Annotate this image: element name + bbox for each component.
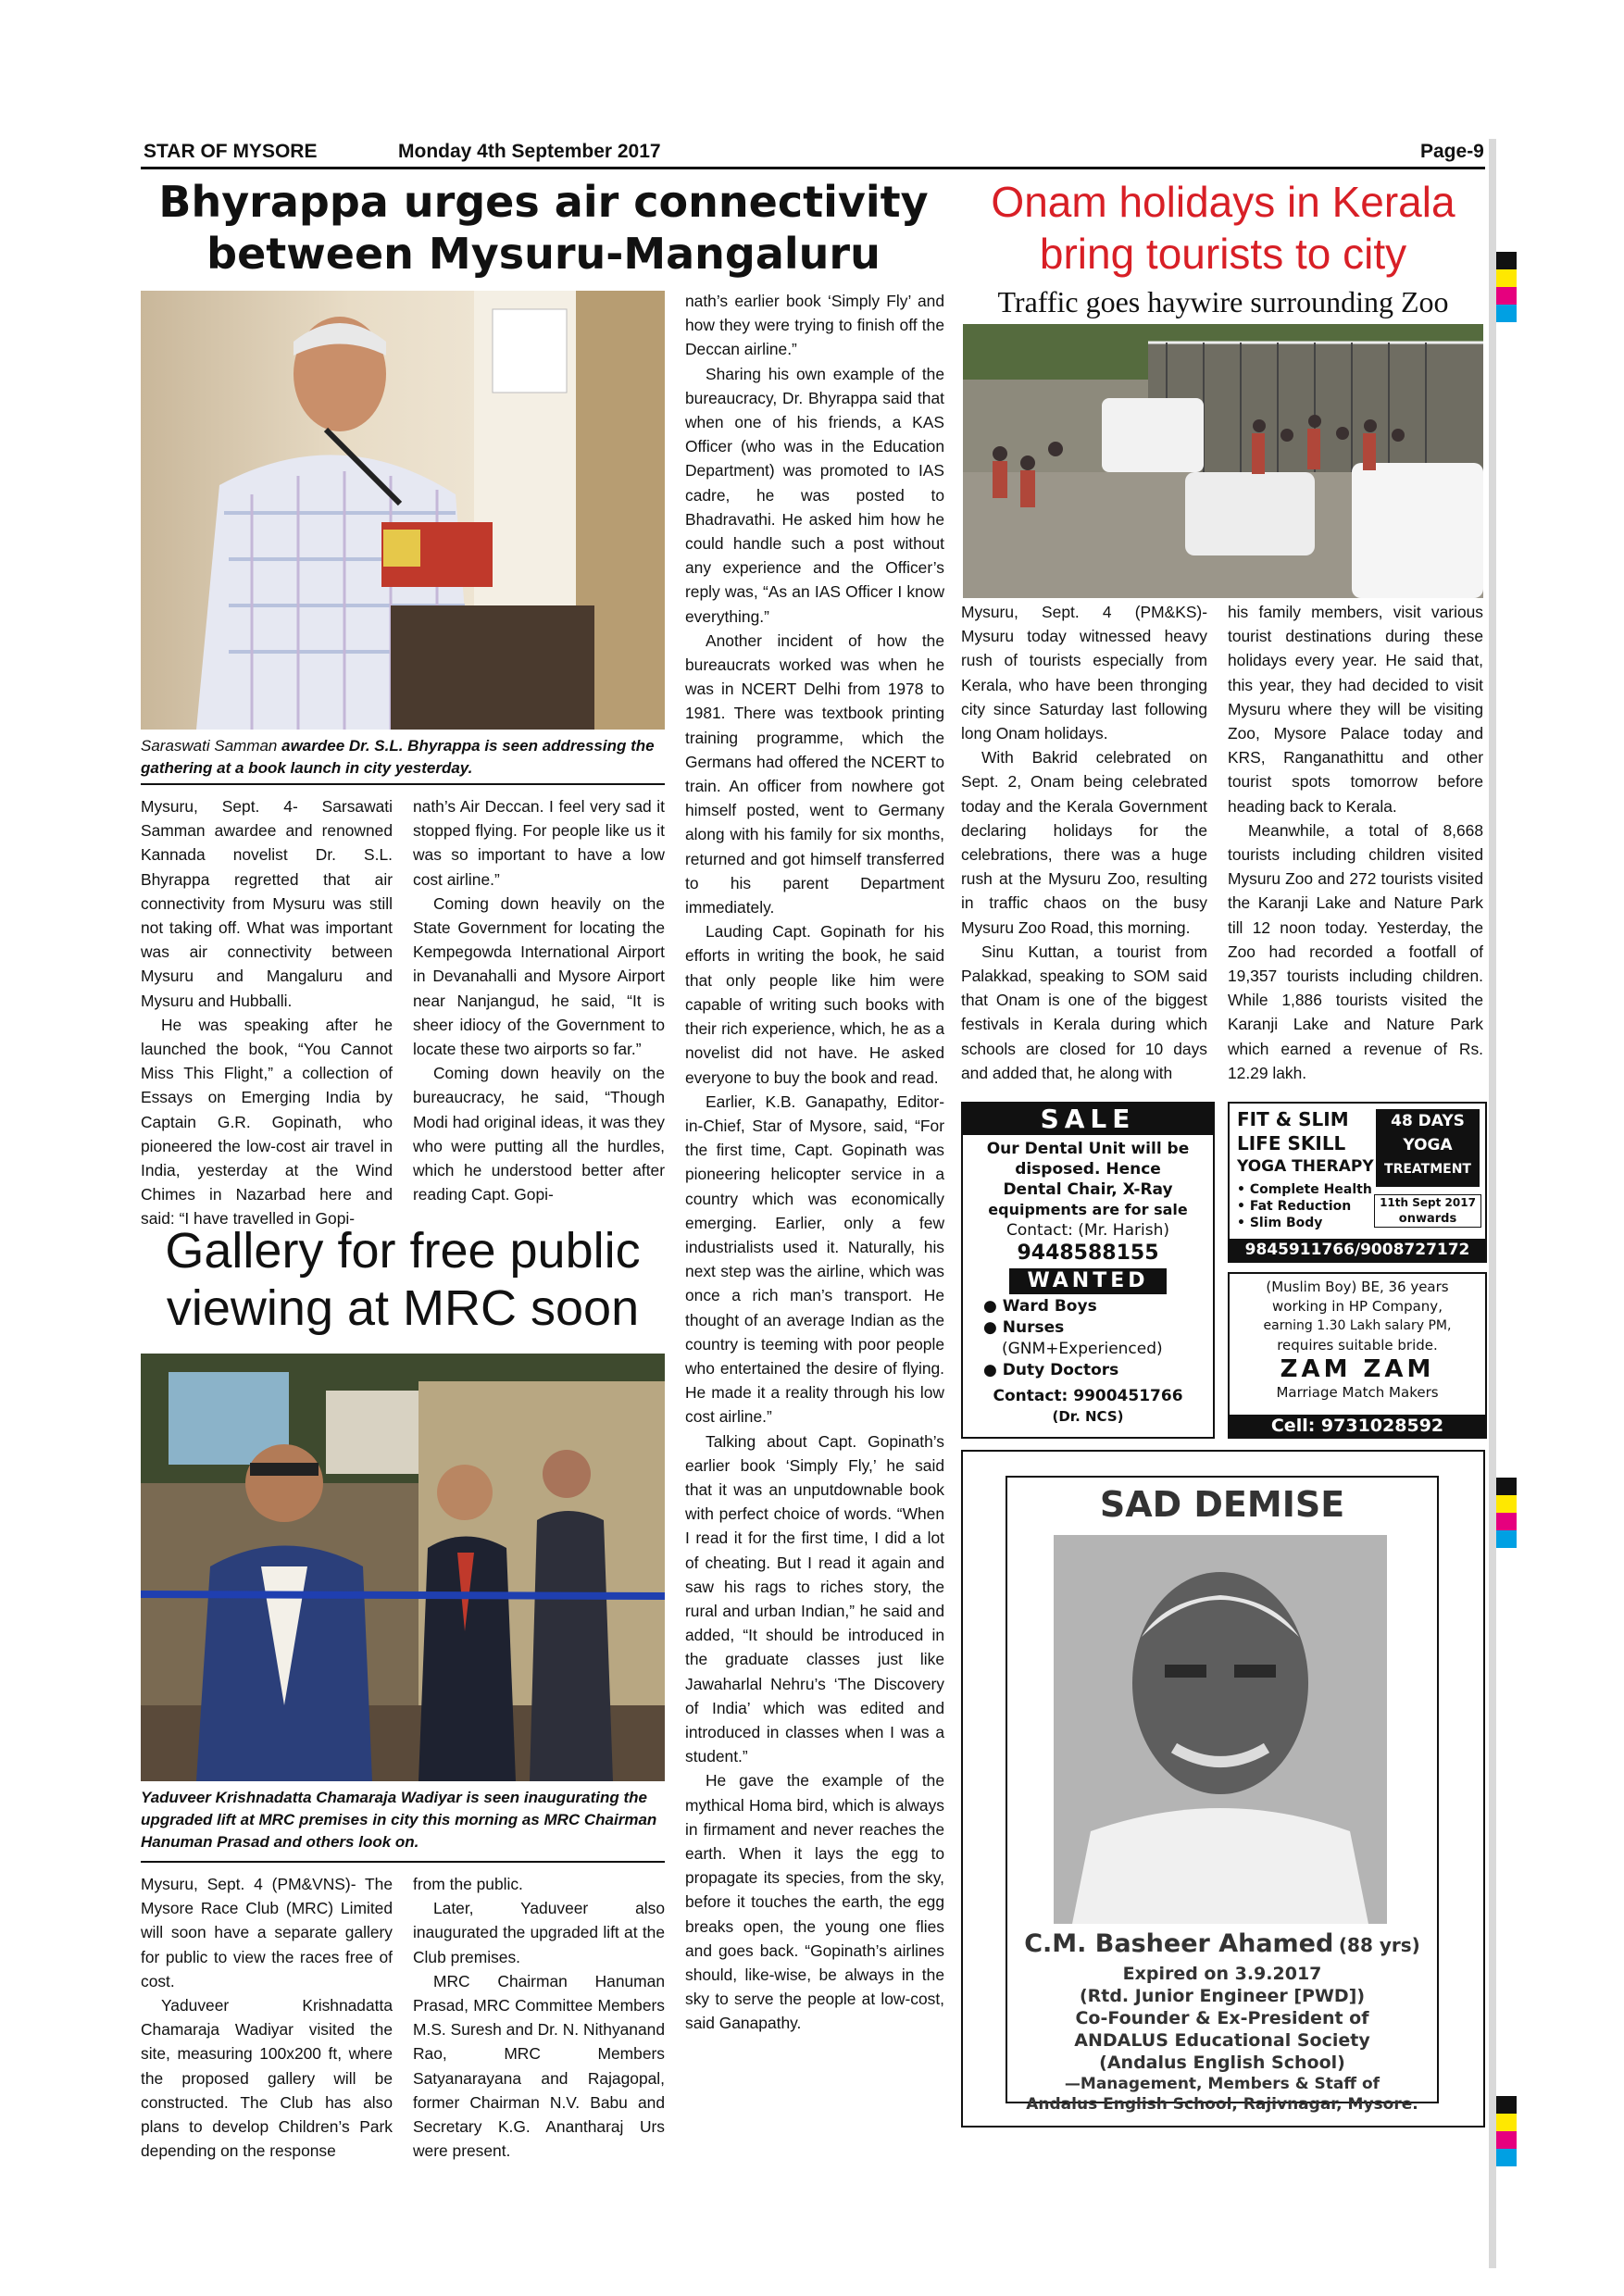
yoga-offer-line: YOGA <box>1403 1136 1453 1154</box>
yoga-offer-box <box>1376 1109 1480 1187</box>
bullet-icon: ● <box>983 1318 1003 1337</box>
wanted-item-label: Duty Doctors <box>1002 1361 1119 1379</box>
caption-award-name: Saraswati Samman <box>141 737 278 755</box>
matri-phone: Cell: 9731028592 <box>1230 1415 1485 1437</box>
bhyrappa-photo-caption <box>141 735 665 780</box>
gallery-headline-line-1: Gallery for free public <box>165 1223 641 1279</box>
obituary-role-line: Co-Founder & Ex-President of <box>1075 2008 1369 2028</box>
paragraph: Mysuru, Sept. 4 (PM&KS)- Mysuru today witnessed heavy rush of tourists especially from Kerala, who have been thronging city since Saturday last following long Onam holidays. <box>961 603 1207 743</box>
caption-underline <box>141 1861 665 1863</box>
paragraph: Yaduveer Krishnadatta Chamaraja Wadiyar visited the site, measuring 100x200 ft, where the proposed gallery will be constructed. The Club has also plans to develop Children’s Park depending on the response <box>141 1996 393 2161</box>
yoga-title-line: FIT & SLIM <box>1237 1108 1349 1130</box>
paragraph: He was speaking after he launched the book, “You Cannot Miss This Flight,” a collection of Essays on Emerging India by Captain G.R. Gopinath, who pioneered the low-cost air travel in India, yesterday at the Wind Chimes in Nazarbad here and said: “I have travelled in Gopi- <box>141 1015 393 1229</box>
yoga-title-line: LIFE SKILL <box>1237 1132 1346 1154</box>
bhyrappa-headline-line-1: Bhyrappa urges air connectivity <box>158 177 929 227</box>
bhyrappa-speaking-photo <box>141 291 665 730</box>
bullet-icon: ● <box>983 1361 1003 1379</box>
obituary-expired-date: Expired on 3.9.2017 <box>1122 1964 1322 1984</box>
paragraph: nath’s Air Deccan. I feel very sad it stopped flying. For people like us it was so important to have a low cost airline.” <box>413 797 665 889</box>
obituary-from <box>1007 2074 1437 2115</box>
deceased-age: (88 yrs) <box>1338 1934 1420 1956</box>
deceased-portrait-photo <box>1054 1535 1387 1924</box>
color-registration-bar <box>1494 2096 1517 2166</box>
deceased-name: C.M. Basheer Ahamed <box>1024 1929 1334 1958</box>
yoga-offer-line: 48 DAYS <box>1391 1112 1465 1130</box>
gallery-photo-caption: Yaduveer Krishnadatta Chamaraja Wadiyar is seen inaugurating the upgraded lift at MRC premises in city this morning as MRC Chairman Hanuman Prasad and others look on. <box>141 1789 657 1851</box>
gallery-column-2 <box>413 1872 665 2163</box>
yoga-bullet: • Complete Health <box>1237 1182 1372 1197</box>
paragraph: Earlier, K.B. Ganapathy, Editor-in-Chief, Star of Mysore, said, “For the first time, Capt. Gopinath was pioneering helicopter service in a country which was economically emerging. Earlier, only a few industrialists used it. Naturally, his next step was the airline, which was once a rich man’s transport. He thought of an average Indian as the country is teeming with poor people who entertained the desire of flying. He made it a reality through his low cost airline.” <box>685 1092 944 1427</box>
bhyrappa-column-2 <box>413 794 665 1206</box>
obituary-role-line: (Andalus English School) <box>1099 2053 1345 2073</box>
caption-text: awardee Dr. S.L. Bhyrappa is seen addressing the gathering at a book launch in city yesterday. <box>141 737 655 777</box>
sale-banner: SALE <box>963 1104 1213 1135</box>
color-registration-bar <box>1494 252 1517 322</box>
obituary-details <box>1007 1963 1437 2074</box>
paragraph: Mysuru, Sept. 4 (PM&VNS)- The Mysore Race Club (MRC) Limited will soon have a separate gallery for public to view the races free of cost. <box>141 1875 393 1990</box>
matri-text-line: (Muslim Boy) BE, 36 years <box>1266 1279 1449 1295</box>
bhyrappa-column-3 <box>685 289 944 2036</box>
sale-text-line: Our Dental Unit will be <box>986 1140 1190 1158</box>
wanted-item: (GNM+Experienced) <box>1002 1340 1163 1358</box>
onam-subheadline: Traffic goes haywire surrounding Zoo <box>997 285 1449 318</box>
wanted-item-label: Ward Boys <box>1002 1297 1097 1316</box>
sale-text-line: equipments are for sale <box>988 1201 1188 1218</box>
paragraph: Coming down heavily on the bureaucracy, he said, “Though Modi had original ideas, it was they who were putting all the hurdles, which he understood better after reading Capt. Gopi- <box>413 1064 665 1204</box>
yoga-bullet: • Fat Reduction <box>1237 1199 1352 1214</box>
dental-sale-ad <box>961 1102 1215 1439</box>
paragraph: Lauding Capt. Gopinath for his efforts in writing the book, he said that only people like him were capable of writing such books with their rich experience, which, he as a novelist did not have. He asked everyone to buy the book and read. <box>685 922 944 1087</box>
onam-column-1 <box>961 600 1207 1085</box>
paragraph: nath’s earlier book ‘Simply Fly’ and how they were trying to finish off the Deccan airline.” <box>685 292 944 359</box>
wanted-item <box>983 1360 1213 1381</box>
gallery-headline-line-2: viewing at MRC soon <box>166 1280 640 1336</box>
paragraph: Meanwhile, a total of 8,668 tourists including children visited Mysuru Zoo and 272 tourists visited the Karanji Lake and Nature Park till 12 noon today. Yesterday, the Zoo had recorded a footfall of 19,357 tourists including children. While 1,886 tourists visited the Karanji Lake and Nature Park which earned a revenue of Rs. 12.29 lakh. <box>1228 820 1483 1082</box>
obituary-from-line: —Management, Members & Staff of <box>1064 2075 1380 2093</box>
masthead-paper-name: STAR OF MYSORE <box>144 141 318 162</box>
paragraph: Mysuru, Sept. 4- Sarsawati Samman awardee and renowned Kannada novelist Dr. S.L. Bhyrappa regretted that air connectivity from Mysuru was still not taking off. What was important was air connectivity between Mysuru and Mangaluru and Mysuru and Hubballi. <box>141 797 393 1010</box>
sale-phone: 9448588155 <box>1017 1242 1159 1265</box>
matri-agency-name: ZAM ZAM <box>1280 1355 1435 1383</box>
paragraph: his family members, visit various tourist destinations during these holidays every year. He said that, this year, they had decided to visit Mysuru where they will be visiting Zoo, Mysore Palace today and KRS, Ranganathittu and other tourist spots tomorrow before heading back to Kerala. <box>1228 603 1483 816</box>
bullet-icon: ● <box>983 1297 1003 1316</box>
matri-agency-subtitle: Marriage Match Makers <box>1276 1384 1439 1401</box>
yoga-date-line: onwards <box>1398 1212 1457 1226</box>
wanted-contact-name: (Dr. NCS) <box>1052 1408 1124 1425</box>
lift-inauguration-photo <box>141 1354 665 1781</box>
paragraph: Sharing his own example of the bureaucracy, Dr. Bhyrappa said that when one of his friends, a KAS Officer (who was in the Education Department) was promoted to IAS cadre, he was posted to Bhadravathi. He asked him how he could handle such a post without any experience and the Officer’s reply was, “As an IAS Officer I know everything.” <box>685 364 944 626</box>
paragraph: He gave the example of the mythical Homa bird, which is always in firmament and never reaches the earth. When it lays the egg to propagate its species, from the sky, before it touches the earth, the egg breaks open, the young one flies and goes back. “Gopinath’s airlines should, like-wise, be always in the sky to serve the people at low-cost, said Ganapathy. <box>685 1771 944 2033</box>
sale-contact: Contact: (Mr. Harish) <box>1006 1221 1169 1240</box>
obituary-from-line: Andalus English School, Rajivnagar, Mysore. <box>1026 2095 1418 2114</box>
onam-headline-line-1: Onam holidays in Kerala <box>991 178 1455 226</box>
yoga-offer-line: TREATMENT <box>1384 1162 1471 1177</box>
paragraph: Later, Yaduveer also inaugurated the upgraded lift at the Club premises. <box>413 1899 665 1966</box>
paragraph: Another incident of how the bureaucrats worked was when he was in NCERT Delhi from 1978 to 1981. There was textbook printing training programme, which the Germans had offered the NCERT to train. An officer from nowhere got himself posted, went to Germany along with his family for six months, returned and got himself transferred to his parent Department immediately. <box>685 630 944 917</box>
color-registration-bar <box>1494 1478 1517 1548</box>
onam-column-2 <box>1228 600 1483 1085</box>
page-edge-strip <box>1489 139 1496 2268</box>
sale-text-line: disposed. Hence <box>1015 1160 1161 1179</box>
wanted-list <box>963 1296 1213 1381</box>
paragraph: Sinu Kuttan, a tourist from Palakkad, speaking to SOM said that Onam is one of the biggest festivals in Kerala during which schools are closed for 10 days and added that, he along with <box>961 942 1207 1082</box>
gallery-column-1 <box>141 1872 393 2163</box>
wanted-contact: Contact: 9900451766 <box>993 1387 1183 1405</box>
sale-text-line: Dental Chair, X-Ray <box>1003 1180 1173 1199</box>
paragraph: Coming down heavily on the State Government for locating the Kempegowda International Airport in Devanahalli and Mysore Airport near Nanjangud, he said, “It is sheer idiocy of the Government to locate these two airports so far.” <box>413 893 665 1059</box>
masthead-rule <box>141 167 1485 169</box>
bhyrappa-headline-line-2: between Mysuru-Mangaluru <box>206 229 881 279</box>
yoga-phone: 9845911766/9008727172 <box>1230 1239 1485 1261</box>
matri-text-line: requires suitable bride. <box>1277 1337 1438 1354</box>
obituary-role-line: (Rtd. Junior Engineer [PWD]) <box>1079 1986 1366 2006</box>
wanted-item <box>983 1317 1213 1339</box>
wanted-banner: WANTED <box>1009 1268 1167 1294</box>
paragraph: With Bakrid celebrated on Sept. 2, Onam being celebrated today and the Kerala Government declaring holidays for the celebrations, there was a huge rush at the Mysuru Zoo, resulting in traffic chaos on the busy Mysuru Zoo Road, this morning. <box>961 748 1207 937</box>
bhyrappa-column-1 <box>141 794 393 1231</box>
masthead-page-number: Page-9 <box>1420 141 1484 162</box>
zoo-traffic-photo <box>963 324 1483 598</box>
obituary-title: SAD DEMISE <box>1099 1484 1345 1525</box>
wanted-item-label: Nurses <box>1002 1318 1065 1337</box>
matri-text-line: earning 1.30 Lakh salary PM, <box>1263 1318 1452 1333</box>
yoga-start-date <box>1374 1194 1481 1228</box>
wanted-item <box>983 1296 1213 1317</box>
masthead-date: Monday 4th September 2017 <box>398 141 661 162</box>
paragraph: Talking about Capt. Gopinath’s earlier book ‘Simply Fly,’ he said that it was an unputdownable book with perfect choice of words. “When I read it for the first time, I did a lot of cheating. But I read it again and saw his rags to riches story, the rural and urban Indian,” he said and added, “It should be introduced in the graduate classes just like Jawaharlal Nehru’s ‘The Discovery of India’ which was edited and introduced in classes when I was a student.” <box>685 1431 944 1766</box>
deceased-name-line <box>1007 1929 1437 1958</box>
yoga-therapy-ad <box>1228 1102 1487 1263</box>
obituary-role-line: ANDALUS Educational Society <box>1074 2030 1370 2051</box>
onam-headline-line-2: bring tourists to city <box>1039 230 1407 278</box>
yoga-bullet: • Slim Body <box>1237 1216 1323 1230</box>
matri-text-line: working in HP Company, <box>1272 1298 1443 1315</box>
yoga-date-line: 11th Sept 2017 <box>1380 1196 1476 1209</box>
paragraph: from the public. <box>413 1875 523 1893</box>
paragraph: MRC Chairman Hanuman Prasad, MRC Committee Members M.S. Suresh and Dr. N. Nithyanand Rao, MRC Members Satyanarayana and Rajagopal, former Chairman N.V. Babu and Secretary K.G. Anantharaj Urs were present. <box>413 1971 665 2161</box>
yoga-title-line: YOGA THERAPY <box>1237 1157 1374 1176</box>
caption-underline <box>141 783 665 785</box>
matrimonial-ad <box>1228 1272 1487 1439</box>
